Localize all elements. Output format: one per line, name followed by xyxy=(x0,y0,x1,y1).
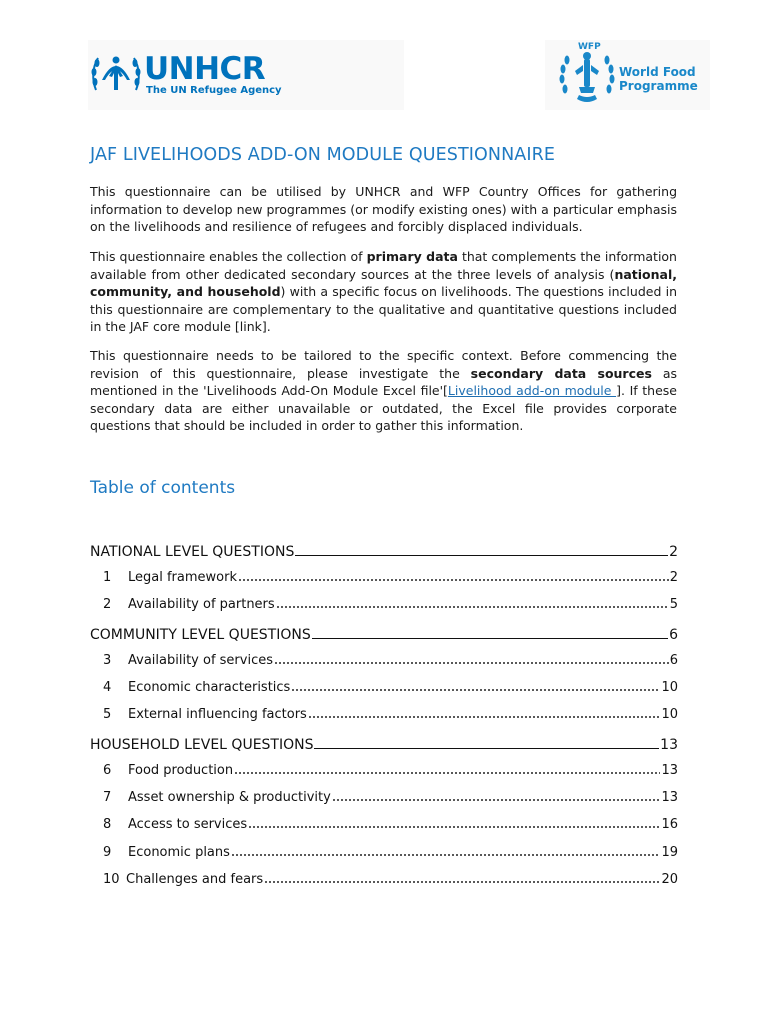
toc-page-number: 13 xyxy=(661,790,678,805)
toc-item[interactable] xyxy=(90,596,678,618)
toc-page-number: 13 xyxy=(661,763,678,778)
wfp-wordmark: World Food Programme xyxy=(619,65,698,93)
toc-item[interactable] xyxy=(90,569,678,591)
livelihood-module-link[interactable]: Livelihood add-on module xyxy=(447,383,617,398)
toc-leader xyxy=(238,569,669,581)
toc-page-number: 10 xyxy=(661,680,678,695)
toc-leader xyxy=(264,871,660,883)
toc-leader xyxy=(332,789,661,801)
toc-leader xyxy=(231,844,661,856)
toc-page-number: 6 xyxy=(669,653,678,668)
toc-item-number: 1 xyxy=(103,570,112,585)
toc-section-community[interactable] xyxy=(90,624,678,646)
toc-item-label: Challenges and fears xyxy=(126,872,264,887)
toc-item-label: Access to services xyxy=(128,817,248,832)
unhcr-logo xyxy=(88,40,404,110)
toc-leader xyxy=(295,541,668,556)
paragraph-bold-text: secondary data sources xyxy=(470,365,652,381)
toc-item-number: 9 xyxy=(103,845,112,860)
toc-leader xyxy=(291,679,660,691)
toc-item-label: Economic characteristics xyxy=(128,680,291,695)
toc-item[interactable] xyxy=(90,816,678,838)
document-title: JAF LIVELIHOODS ADD-ON MODULE QUESTIONNAIRE xyxy=(90,145,556,165)
toc-item-number: 2 xyxy=(103,597,112,612)
toc-title: Table of contents xyxy=(90,478,236,498)
paragraph-text: This questionnaire needs to be tailored to the specific context. Before commencing the revision of this questionnaire, please investigate the xyxy=(90,348,677,381)
toc-item-number: 10 xyxy=(103,872,120,887)
wfp-emblem-icon xyxy=(557,43,617,107)
wfp-logo xyxy=(545,40,710,110)
intro-paragraph-2 xyxy=(90,248,677,336)
paragraph-text: as mentioned in the 'Livelihoods Add-On Module Excel file'[ xyxy=(90,365,677,398)
toc-section-label: COMMUNITY LEVEL QUESTIONS xyxy=(90,627,311,643)
toc-item[interactable] xyxy=(90,871,678,893)
toc-page-number: 19 xyxy=(661,845,678,860)
toc-item[interactable] xyxy=(90,679,678,701)
toc-item-label: Availability of services xyxy=(128,653,273,668)
unhcr-emblem-icon xyxy=(90,50,142,98)
toc-item-label: Legal framework xyxy=(128,570,237,585)
toc-item[interactable] xyxy=(90,844,678,866)
toc-leader xyxy=(234,762,660,774)
toc-item-number: 3 xyxy=(103,653,112,668)
toc-item-label: Asset ownership & productivity xyxy=(128,790,331,805)
toc-leader xyxy=(248,816,660,828)
intro-paragraph-1: This questionnaire can be utilised by UNHCR and WFP Country Offices for gathering information to develop new programmes (or modify existing ones) with a particular emphasis on the livelihoods and resilience of refugees and forcibly displaced individuals. xyxy=(90,184,677,234)
toc-page-number: 20 xyxy=(661,872,678,887)
toc-item-number: 6 xyxy=(103,763,112,778)
toc-item-label: Economic plans xyxy=(128,845,230,860)
paragraph-text: This questionnaire enables the collection of xyxy=(90,249,367,264)
paragraph-text: ]. If these secondary data are either unavailable or outdated, the Excel file provides corporate questions that should be included in order to gather this information. xyxy=(90,383,677,433)
toc-page-number: 6 xyxy=(669,627,678,643)
toc-section-label: NATIONAL LEVEL QUESTIONS xyxy=(90,544,295,560)
toc-item-number: 8 xyxy=(103,817,112,832)
toc-item-number: 7 xyxy=(103,790,112,805)
unhcr-tagline: The UN Refugee Agency xyxy=(146,85,282,96)
toc-item[interactable] xyxy=(90,652,678,674)
toc-section-label: HOUSEHOLD LEVEL QUESTIONS xyxy=(90,737,314,753)
toc-item[interactable] xyxy=(90,762,678,784)
toc-page-number: 10 xyxy=(661,707,678,722)
toc-section-household[interactable] xyxy=(90,734,678,756)
toc-item-number: 4 xyxy=(103,680,112,695)
toc-leader xyxy=(308,706,661,718)
toc-leader xyxy=(274,652,669,664)
paragraph-text: that complements the information available from other dedicated secondary sources at the three levels of analysis ( xyxy=(90,249,677,282)
toc-page-number: 2 xyxy=(669,544,678,560)
paragraph-bold-text: primary data xyxy=(366,249,458,264)
paragraph-bold-text: national, community, and household xyxy=(90,266,677,299)
toc-item[interactable] xyxy=(90,706,678,728)
toc-item-number: 5 xyxy=(103,707,112,722)
toc-page-number: 16 xyxy=(661,817,678,832)
toc-leader xyxy=(312,624,668,639)
toc-item[interactable] xyxy=(90,789,678,811)
toc-item-label: External influencing factors xyxy=(128,707,307,722)
toc-page-number: 5 xyxy=(669,597,678,612)
paragraph-text: ) with a specific focus on livelihoods. The questions included in this questionnaire are complementary to the qualitative and quantitative questions included in the JAF core module [link]. xyxy=(90,284,677,334)
unhcr-wordmark: UNHCR xyxy=(144,51,266,87)
wfp-abbreviation: WFP xyxy=(578,42,601,52)
toc-item-label: Availability of partners xyxy=(128,597,275,612)
toc-page-number: 2 xyxy=(669,570,678,585)
toc-leader xyxy=(276,596,669,608)
toc-page-number: 13 xyxy=(660,737,678,753)
intro-paragraph-3 xyxy=(90,347,677,435)
toc-section-national[interactable] xyxy=(90,541,678,563)
toc-item-label: Food production xyxy=(128,763,234,778)
toc-leader xyxy=(314,734,659,749)
